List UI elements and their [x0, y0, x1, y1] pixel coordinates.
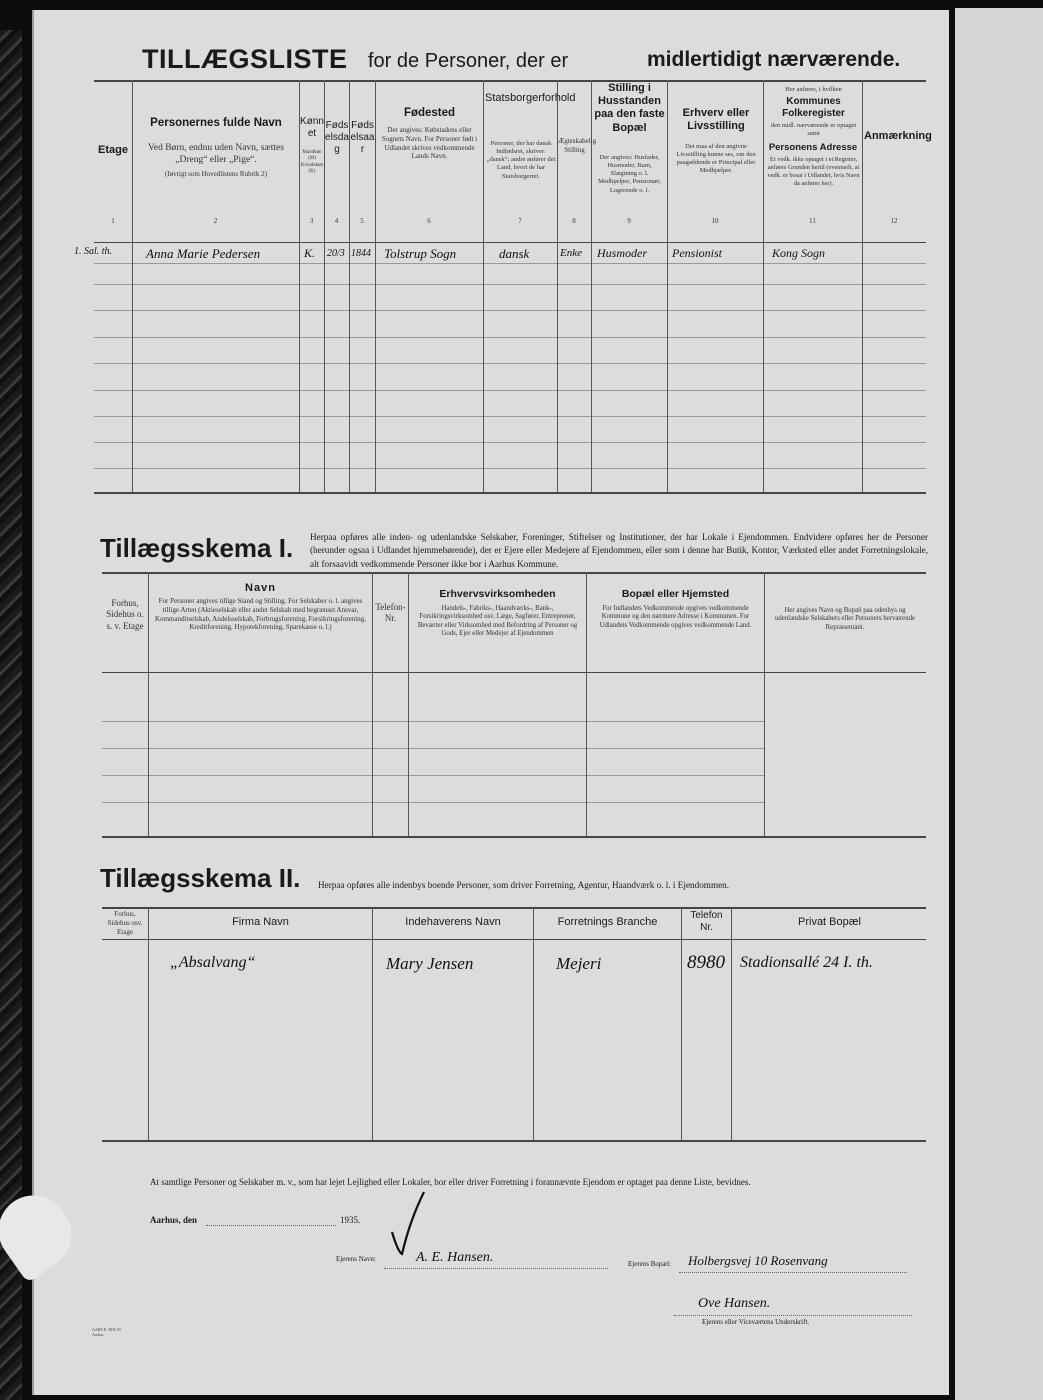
skema2-bottom	[102, 1140, 926, 1142]
document-page	[32, 10, 949, 1395]
skema2-top	[102, 907, 926, 909]
col-number: 11	[809, 217, 816, 225]
signature: Ove Hansen.	[698, 1296, 771, 1311]
col-divider	[148, 907, 149, 1140]
col-divider	[483, 80, 484, 492]
header-stats-note: Personer, der har dansk Indfødsret, skriver: „dansk“; andre anfører det Land, hvori de har Statsborgerret.	[486, 140, 556, 180]
col-divider	[408, 572, 409, 836]
row-line	[94, 468, 926, 469]
col-number: 1	[111, 217, 115, 225]
row-line	[94, 363, 926, 364]
entry-adresse: Kong Sogn	[772, 246, 826, 260]
entry-navn: Anna Marie Pedersen	[146, 246, 261, 261]
row-line	[94, 310, 926, 311]
col-divider	[372, 572, 373, 836]
skema1-header-etage: Forhus, Sidehus o. s. v. Etage	[106, 598, 144, 631]
header-kon: Kønnet	[300, 116, 324, 139]
header-adresse-note: Er vedk. ikke optaget i et Register, anføres Grunden hertil (eventuelt, at vedk. er bosat i Udlandet, hvis Navn da anføres her).	[767, 156, 860, 187]
entry-stats: dansk	[499, 246, 530, 261]
header-fodested-note: Der angives: Købstadens eller Sognets Navn. For Personer født i Udlandet skrives vedkommende Lands Navn.	[381, 126, 478, 161]
signature-line	[674, 1315, 912, 1316]
entry-fodested: Tolstrup Sogn	[384, 246, 457, 261]
skema2-header-branche: Forretnings Branche	[557, 916, 658, 928]
skema2-entry-bopael: Stadionsallé 24 I. th.	[740, 954, 873, 971]
main-table-top	[94, 80, 926, 82]
skema1-header-bottom	[102, 672, 926, 673]
col-divider	[148, 572, 149, 836]
col-divider	[586, 572, 587, 836]
ejer-navn: A. E. Hansen.	[416, 1250, 494, 1265]
book-binding	[0, 30, 22, 1400]
main-table-header-bottom	[94, 242, 926, 243]
col-number: 3	[309, 217, 314, 225]
skema2-title: Tillægsskema II.	[100, 863, 301, 893]
row-line	[94, 390, 926, 391]
pen-tick-mark	[388, 1190, 428, 1260]
col-divider	[533, 907, 534, 1140]
skema1-header-erhverv-note: Handels-, Fabriks-, Haandværks-, Bank-, Forsikringsvirksomhed osv. Læge, Sagfører, Entreprenør, Beværter eller Virksomhed med Befordring af Personer og Gods, Ejer eller Medejer af Ejendommen	[417, 605, 578, 638]
footer-place: Aarhus, den	[150, 1215, 198, 1225]
header-navn-note: Ved Børn, endnu uden Navn, sættes „Dreng“ eller „Pige“.	[148, 143, 284, 165]
header-adresse-title: Personens Adresse	[768, 142, 858, 153]
ejer-navn-label: Ejerens Navn:	[336, 1255, 376, 1263]
col-divider	[764, 572, 765, 836]
entry-dag: 20/3	[327, 248, 345, 259]
col-divider	[375, 80, 376, 492]
ejer-bopael: Holbergsvej 10 Rosenvang	[688, 1253, 828, 1268]
skema1-header-erhverv: Erhvervsvirksomheden	[439, 588, 556, 600]
skema1-top	[102, 572, 926, 574]
next-page-edge	[955, 8, 1043, 1400]
skema2-entry-indehaver: Mary Jensen	[386, 954, 474, 973]
entry-aar: 1844	[351, 248, 371, 259]
entry-etage: 1. Sal. th.	[74, 246, 113, 257]
entry-erhverv: Pensionist	[672, 246, 722, 260]
header-fodselsaar: Fødselsaar	[350, 120, 375, 155]
skema2-header-etage: Forhus, Sidehus osv. Etage	[107, 910, 143, 936]
ejer-bopael-label: Ejerens Bopæl:	[628, 1260, 671, 1268]
header-stilling: Stilling i Husstanden paa den faste Bopæl	[594, 82, 665, 134]
row-line	[94, 337, 926, 338]
header-erhverv: Erhverv eller Livsstilling	[682, 107, 750, 133]
header-navn: Personernes fulde Navn	[150, 117, 282, 129]
skema1-title: Tillægsskema I.	[100, 533, 294, 563]
skema2-header-firma: Firma Navn	[232, 916, 289, 928]
col-number: 4	[334, 217, 339, 225]
ejer-navn-line	[384, 1268, 608, 1269]
footer-statement: At samtlige Personer og Selskaber m. v., som har lejet Lejlighed eller Lokaler, bor eller driver Forretning i forannævnte Ejendom er optaget paa denne Liste, bevidnes.	[150, 1177, 751, 1187]
col-divider	[667, 80, 668, 492]
skema2-header-telefon: Telefon Nr.	[690, 910, 723, 933]
footer-year: 1935.	[340, 1215, 361, 1225]
row-line	[94, 263, 926, 264]
main-title-big: TILLÆGSLISTE	[142, 44, 348, 74]
entry-aegte: Enke	[560, 247, 582, 259]
row-line	[102, 748, 764, 749]
col-number: 2	[213, 217, 218, 225]
col-number: 9	[627, 217, 631, 225]
main-title-rest: for de Personer, der er	[368, 50, 569, 72]
header-fodested: Fødested	[403, 107, 456, 119]
col-number: 10	[711, 217, 719, 225]
ejer-bopael-line	[679, 1272, 907, 1273]
date-line	[206, 1225, 336, 1226]
col-number: 6	[427, 217, 431, 225]
col-number: 5	[360, 217, 364, 225]
header-etage: Etage	[98, 144, 128, 156]
main-table-bottom	[94, 492, 926, 494]
skema1-intro: Herpaa opføres alle inden- og udenlandske Selskaber, Foreninger, Stiftelser og Institutioner, der har Lokale i Ejendommen. Endvidere opføres her de Personer (herunder ogsaa i Udlandet hjemmehørende), der er Ejere eller Medejere af Ejendommen, eller som i denne har Butik, Kontor, Værksted eller andet Forretningslokale, alt forsaavidt vedkommende Personer ikke bor i Aarhus Kommune.	[310, 532, 928, 569]
skema2-entry-branche: Mejeri	[556, 954, 602, 973]
header-stilling-note: Der angives: Husfader, Husmoder, Barn, Slægtning o. l. Medhjælper, Pensionær, Logerende o. l.	[598, 154, 661, 194]
header-kon-note: Mandkøn (M) Kvindekøn (K)	[300, 150, 324, 174]
header-adresse-mid: den midl. nærværende er optaget samt	[770, 122, 857, 138]
skema1-header-bopael: Bopæl eller Hjemsted	[621, 588, 730, 600]
col-divider	[132, 80, 133, 492]
skema2-entry-firma: „Absalvang“	[170, 954, 256, 971]
skema2-header-bopael: Privat Bopæl	[798, 916, 861, 928]
col-number: 12	[890, 217, 898, 225]
signature-label: Ejerens eller Viceværtens Underskrift.	[702, 1318, 810, 1326]
header-adresse-kommune: Kommunes Folkeregister	[782, 96, 845, 119]
col-number: 8	[572, 217, 576, 225]
col-divider	[731, 907, 732, 1140]
header-erhverv-note: Det maa af den angivne Livsstilling kunne ses, om den paagældende er Principal eller Medhjælper.	[676, 143, 756, 175]
main-title-bold: midlertidigt nærværende.	[647, 48, 901, 71]
skema1-header-navn: Navn	[245, 582, 276, 594]
entry-kon: K.	[304, 246, 316, 260]
header-adresse-pre: Her anføres, i hvilken	[785, 86, 842, 93]
col-divider	[372, 907, 373, 1140]
skema2-header-bottom	[102, 939, 926, 940]
skema1-header-navn-note: For Personer angives tillige Stand og Stilling. For Selskaber o. l. angives tillige Arten (Aktieselskab eller andet Selskab med begrænset Ansvar, Kommanditselskab, Andelsselskab, Forbrugsforening, Forsikringsforening, Kreditforening, Hypotekforening, Sparekasse o. l.)	[155, 597, 366, 632]
row-line	[102, 775, 764, 776]
row-line	[94, 442, 926, 443]
row-line	[94, 416, 926, 417]
row-line	[102, 721, 764, 722]
col-number: 7	[518, 217, 522, 225]
row-line	[102, 802, 764, 803]
header-navn-note2: (Iøvrigt som Hovedlistens Rubrik 2)	[165, 170, 267, 178]
header-aegte: Ægteskabelig Stilling	[558, 137, 597, 154]
skema2-header-indehaver: Indehaverens Navn	[405, 916, 501, 928]
header-stats: Statsborgerforhold	[485, 92, 576, 104]
skema1-header-bopael-note: For Indlandets Vedkommende opgives vedkommende Kommune og den nærmere Adresse i Kommunen. For Udlandets Vedkommende opgives vedkommende Land.	[599, 605, 752, 629]
header-fodselsdag: Fødselsdag	[325, 120, 349, 155]
printer-mark: AARE E. HOLST. Aarhus	[92, 1327, 122, 1337]
entry-stilling: Husmoder	[597, 246, 647, 260]
col-divider	[299, 80, 300, 492]
skema2-entry-telefon: 8980	[687, 952, 725, 973]
skema1-bottom	[102, 836, 926, 838]
skema1-header-telefon: Telefon-Nr.	[375, 602, 406, 624]
skema1-header-repr: Her angives Navn og Bopæl paa odenbys og udenlandske Selskabers eller Personers herværende Repræsentant.	[774, 607, 916, 631]
header-anmaerkning: Anmærkning	[864, 130, 932, 142]
row-line	[94, 284, 926, 285]
skema2-intro: Herpaa opføres alle indenbys boende Personer, som driver Forretning, Agentur, Haandværk o. l. i Ejendommen.	[318, 880, 730, 890]
col-divider	[681, 907, 682, 1140]
